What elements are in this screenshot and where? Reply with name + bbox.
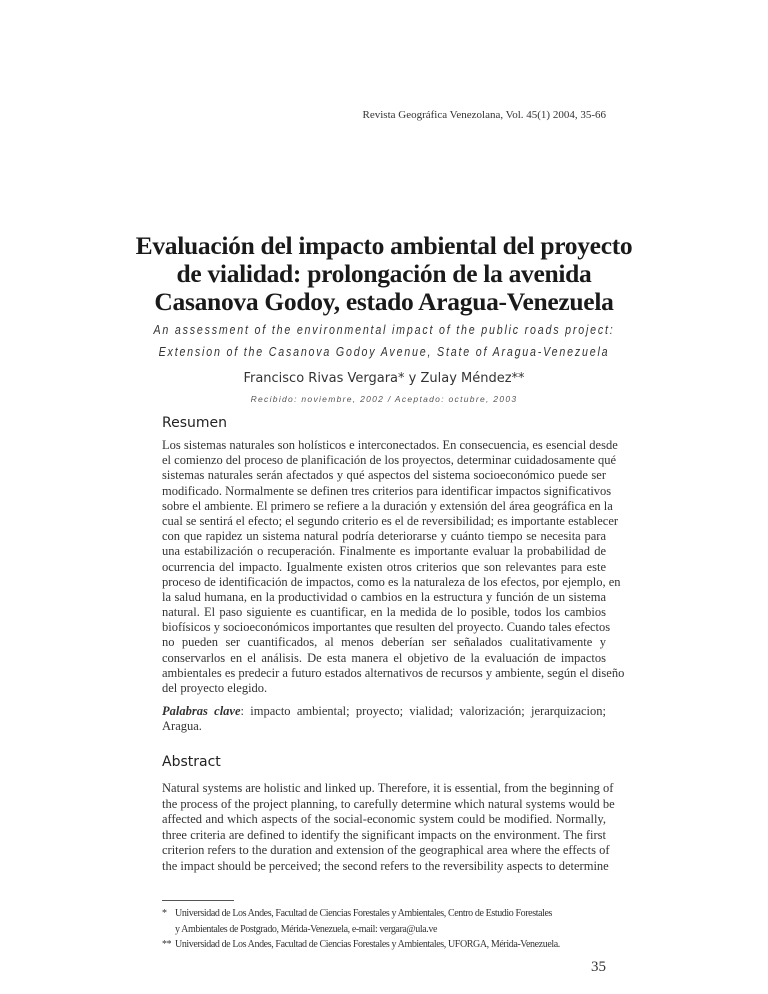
paragraph-line: modificado. Normalmente se definen tres criterios para identificar impactos significativos — [162, 483, 612, 498]
footnote-mark: * — [162, 908, 167, 919]
keywords-list-cont: Aragua. — [162, 719, 202, 734]
paragraph-line: la salud humana, en la productividad o cambios en la estructura y función de un sistema — [162, 589, 606, 604]
paragraph-line: el comienzo del proceso de planificación de los proyectos, determinar cuidadosamente qué — [162, 453, 616, 468]
abstract-paragraph — [162, 781, 615, 875]
paragraph-line: una estabilización o recuperación. Finalmente es importante evaluar la probabilidad de — [162, 544, 606, 559]
title-line: Casanova Godoy, estado Aragua-Venezuela — [154, 287, 614, 316]
paragraph-line: the impact should be perceived; the second refers to the reversibility aspects to determine — [162, 858, 609, 873]
paragraph-line: cual se sentirá el efecto; el segundo criterio es el de reversibilidad; es importante establecer — [162, 513, 619, 528]
abstract-heading: Abstract — [162, 754, 221, 770]
paragraph-line: sobre el ambiente. El primero se refiere a la duración y extensión del área geográfica en la — [162, 498, 613, 513]
authors: Francisco Rivas Vergara* y Zulay Méndez** — [243, 371, 525, 386]
paragraph-line: del proyecto elegido. — [162, 681, 268, 695]
keywords-label: Palabras clave — [162, 704, 241, 718]
footnote-mark: ** — [162, 939, 172, 950]
title-line: Evaluación del impacto ambiental del proyecto — [135, 231, 633, 260]
journal-citation: Revista Geográfica Venezolana, Vol. 45(1) 2004, 35-66 — [362, 109, 606, 121]
footnotes — [162, 906, 606, 953]
footnote-line: y Ambientales de Postgrado, Mérida-Venezuela, e-mail: vergara@ula.ve — [175, 923, 437, 935]
paragraph-line: the process of the project planning, to carefully determine which natural systems would be — [162, 796, 615, 811]
paragraph-line: affected and which aspects of the social-economic system could be modified. Normally, — [162, 812, 606, 827]
title-line: de vialidad: prolongación de la avenida — [176, 259, 592, 288]
paragraph-line: ocurrencia del impacto. Igualmente existen otros criterios que son relevantes para este — [162, 559, 606, 574]
footnote — [162, 937, 606, 953]
english-subtitle — [69, 319, 699, 363]
paragraph-line: conservarlos en el análisis. De esta manera el objetivo de la evaluación de impactos — [162, 650, 606, 665]
paragraph-line: Natural systems are holistic and linked up. Therefore, it is essential, from the beginning of — [162, 781, 614, 795]
paragraph-line: con que rapidez un sistema natural podría deteriorarse y cuánto tiempo se necesita para — [162, 529, 606, 544]
footnote-line: Universidad de Los Andes, Facultad de Ciencias Forestales y Ambientales, Centro de Estudio Forestales — [175, 908, 553, 919]
page-number: 35 — [591, 959, 606, 975]
resumen-paragraph — [162, 438, 625, 696]
paragraph-line: proceso de identificación de impactos, como es la naturaleza de los efectos, por ejemplo, en — [162, 574, 621, 589]
keywords — [162, 704, 606, 734]
paragraph-line: Los sistemas naturales son holísticos e interconectados. En consecuencia, es esencial desde — [162, 438, 618, 452]
footnote-divider — [162, 900, 234, 901]
paragraph-line: three criteria are defined to identify the significant impacts on the environment. The first — [162, 827, 606, 842]
paragraph-line: natural. El paso siguiente es cuantificar, en la medida de lo posible, todos los cambios — [162, 605, 606, 620]
paragraph-line: sistemas naturales serán afectados y qué aspectos del sistema socioeconómico puede ser — [162, 468, 606, 483]
paragraph-line: biofísicos y socioeconómicos importantes que resulten del proyecto. Cuando tales efectos — [162, 620, 611, 635]
footnote — [162, 906, 606, 937]
keywords-list: : impacto ambiental; proyecto; vialidad; valorización; jerarquizacion; — [240, 704, 606, 718]
footnote-line: Universidad de Los Andes, Facultad de Ciencias Forestales y Ambientales, UFORGA, Mérida-Venezuela. — [175, 939, 560, 950]
resumen-heading: Resumen — [162, 415, 228, 431]
paragraph-line: criterion refers to the duration and extension of the geographical area where the effects of — [162, 843, 610, 858]
received-dates: Recibido: noviembre, 2002 / Aceptado: octubre, 2003 — [250, 394, 518, 404]
paragraph-line: ambientales es predecir a futuro estados alternativos de recursos y ambiente, según el diseño — [162, 665, 625, 680]
subtitle-line: An assessment of the environmental impact of the public roads project: — [153, 322, 615, 337]
paragraph-line: no pueden ser cuantificados, al menos deberían ser señalados cualitativamente y — [162, 635, 606, 650]
article-title — [0, 232, 768, 316]
subtitle-line: Extension of the Casanova Godoy Avenue, State of Aragua-Venezuela — [158, 344, 610, 359]
